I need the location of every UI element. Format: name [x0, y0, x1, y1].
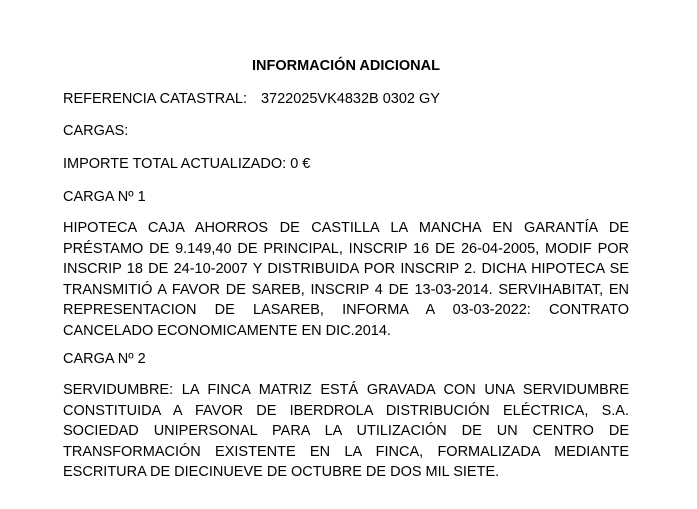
cargas-label: CARGAS:	[63, 123, 129, 139]
carga-2-text: SERVIDUMBRE: LA FINCA MATRIZ ESTÁ GRAVADA CON UNA SERVIDUMBRE CONSTITUIDA A FAVOR DE IBERDROLA DISTRIBUCIÓN ELÉCTRICA, S.A. SOCIEDAD UNIPERSONAL PARA LA UTILIZACIÓN DE UN CENTRO DE TRANSFORMACIÓN EXISTENTE EN LA FINCA, FORMALIZADA MEDIANTE ESCRITURA DE DIECINUEVE DE OCTUBRE DE DOS MIL SIETE.	[63, 382, 629, 481]
importe-total: IMPORTE TOTAL ACTUALIZADO: 0 €	[63, 156, 311, 172]
carga-2-heading: CARGA Nº 2	[63, 351, 146, 367]
carga-1-heading: CARGA Nº 1	[63, 189, 146, 205]
carga-1-text: HIPOTECA CAJA AHORROS DE CASTILLA LA MANCHA EN GARANTÍA DE PRÉSTAMO DE 9.149,40 DE PRINCIPAL, INSCRIP 16 DE 26-04-2005, MODIF POR INSCRIP 18 DE 24-10-2007 Y DISTRIBUIDA POR INSCRIP 2. DICHA HIPOTECA SE TRANSMITIÓ A FAVOR DE SAREB, INSCRIP 4 DE 13-03-2014. SERVIHABITAT, EN REPRESENTACION DE LASAREB, INFORMA A 03-03-2022: CONTRATO CANCELADO ECONOMICAMENTE EN DIC.2014.	[63, 220, 629, 339]
referencia-catastral	[63, 90, 440, 108]
document-title: INFORMACIÓN ADICIONAL	[252, 58, 440, 74]
referencia-label: REFERENCIA CATASTRAL:	[63, 91, 247, 107]
referencia-value: 3722025VK4832B 0302 GY	[260, 91, 440, 107]
